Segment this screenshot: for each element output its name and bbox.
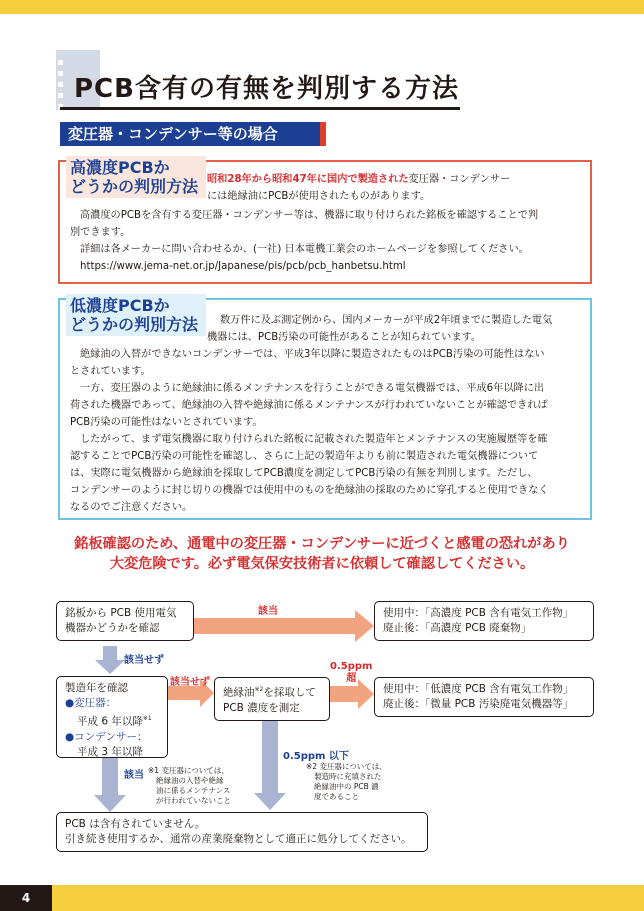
flow-year-box: 製造年を確認 ●変圧器： 平成 6 年以降$^{※1}$ ●コンデンサー： 平成 3 年以降 bbox=[56, 676, 168, 758]
flow-high-result-box: 使用中：「高濃度 PCB 含有電気工作物」 廃止後：「高濃度 PCB 廃棄物」 bbox=[374, 601, 594, 641]
flow-final-box: PCB は含有されていません。 引き続き使用するか、通常の産業廃棄物として適正に処分してください。 bbox=[56, 812, 428, 852]
note-1: ※1 変圧器については、 絶縁油の入替や絶縁 油に係るメンテナンス が行われていないこと bbox=[148, 766, 231, 805]
label-applicable-top: 該当 bbox=[258, 606, 278, 617]
arrow-start-to-high bbox=[193, 610, 374, 642]
page-title: PCB含有の有無を判別する方法 bbox=[74, 74, 459, 104]
flow-start-box: 銘板から PCB 使用電気 機器かどうかを確認 bbox=[56, 601, 194, 641]
safety-warning: 銘板確認のため、通電中の変圧器・コンデンサーに近づくと感電の恐れがあり 大変危険です。必ず電気保安技術者に依頼して確認してください。 bbox=[74, 536, 570, 572]
high-concentration-box: 高濃度PCBか どうかの判別方法 昭和28年から昭和47年に国内で製造された変圧器・コンデンサー には絶縁油にPCBが使用されたものがあります。 高濃度のPCBを含有する変圧器・コンデンサー等は、機器に取り付けられた銘板を確認することで判 別できます。 詳細は各メーカーに問い合わせるか、(一社) 日本電機工業会のホームページを参照してください。 https://www.jema-net.or.jp/Japanese/pis/pcb/pcb_hanbetsu.html bbox=[58, 160, 592, 284]
low-concentration-box: 低濃度PCBか どうかの判別方法 数万件に及ぶ測定例から、国内メーカーが平成2年頃までに製造した電気 機器には、PCB汚染の可能性があることが知られています。 絶縁油の入替ができないコンデンサーでは、平成3年以降に製造されたものはPCB汚染の可能性はない とされています。 一方、変圧器のように絶縁油に係るメンテナンスを行うことができる電気機器では、平成6年以降に出 荷された機器であって、絶縁油の入替や絶縁油に係るメンテナンスが行われていないことが確認できれば PCB汚染の可能性はないとされています。 したがって、まず電気機器に取り付けられた銘板に記載された製造年とメンテナンスの実施履歴等を確 認することでPCB汚染の可能性を確認し、さらに上記の製造年よりも前に製造された電気機器について は、実際に電気機器から絶縁油を採取してPCB濃度を測定してPCB汚染の有無を判別します。ただし、 コンデンサーのように封じ切りの機器では使用中のものを絶縁油の採取のために穿孔すると使用できなく なるのでご注意ください。 bbox=[58, 298, 592, 520]
flow-low-result-box: 使用中：「低濃度 PCB 含有電気工作物」 廃止後：「微量 PCB 汚染廃電気機器等」 bbox=[374, 677, 594, 717]
label-applicable-bottom: 該当 bbox=[124, 770, 144, 781]
bottom-accent-bar bbox=[0, 885, 644, 911]
high-intro: 昭和28年から昭和47年に国内で製造された変圧器・コンデンサー bbox=[207, 174, 511, 185]
section-heading: 変圧器・コンデンサー等の場合 bbox=[60, 122, 326, 146]
page-number: 4 bbox=[0, 885, 52, 911]
arrow-start-to-year bbox=[95, 646, 125, 674]
arrow-measure-to-final bbox=[254, 715, 286, 810]
title-underline bbox=[60, 107, 460, 110]
note-2: ※2 変圧器については、 製造時に充填された 絶縁油中の PCB 濃 度であること bbox=[306, 762, 387, 801]
flow-measure-box: 絶縁油$^{※2}$を採取して PCB 濃度を測定 bbox=[214, 677, 330, 721]
label-over-threshold: 0.5ppm 超 bbox=[330, 661, 373, 684]
jema-url: https://www.jema-net.or.jp/Japanese/pis/pcb/pcb_hanbetsu.html bbox=[80, 261, 406, 272]
label-under-threshold: 0.5ppm 以下 bbox=[283, 751, 349, 762]
low-concentration-tag: 低濃度PCBか どうかの判別方法 bbox=[66, 294, 206, 336]
top-accent-bar bbox=[0, 0, 644, 14]
label-not-applicable-right: 該当せず bbox=[170, 677, 210, 688]
label-not-applicable-down: 該当せず bbox=[124, 655, 164, 666]
high-concentration-tag: 高濃度PCBか どうかの判別方法 bbox=[66, 156, 206, 198]
